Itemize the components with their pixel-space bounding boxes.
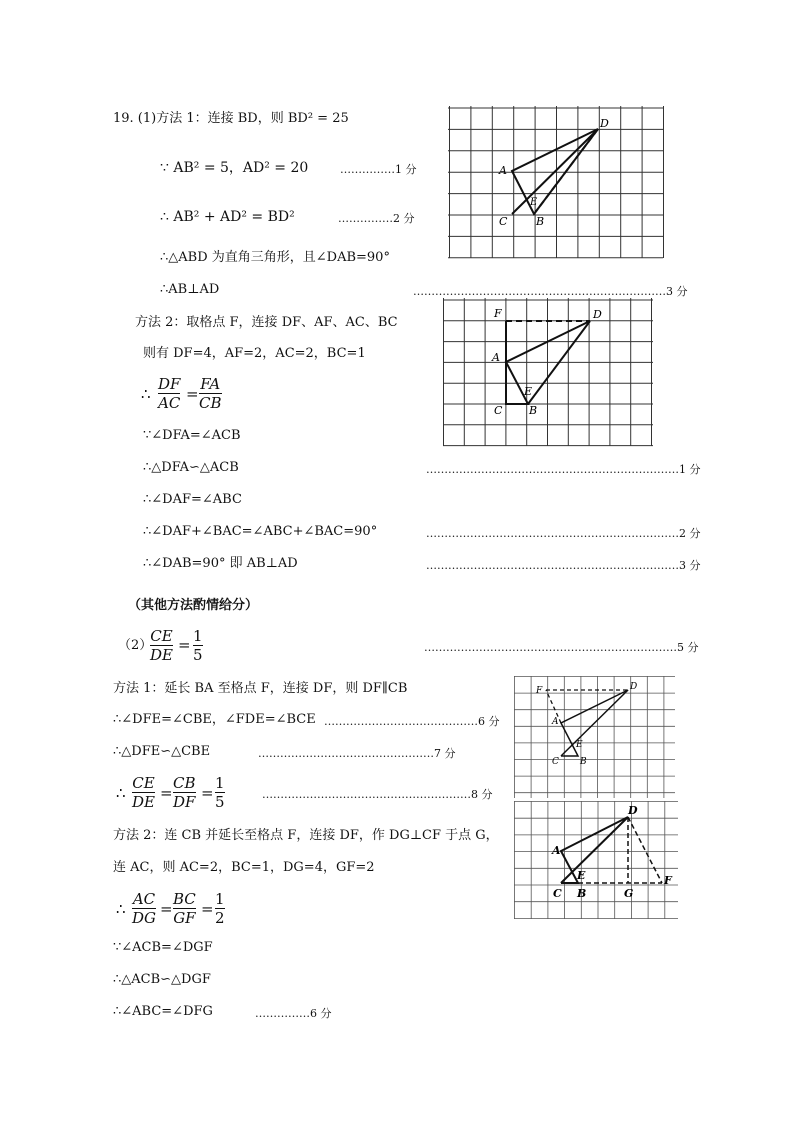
m2-line5: ∴∠DAF=∠ABC bbox=[143, 492, 242, 507]
figure-2-grid bbox=[443, 298, 663, 448]
label-C: C bbox=[553, 887, 562, 900]
m1-score3: ……………………………………………………………3 分 bbox=[413, 285, 688, 298]
label-A: A bbox=[499, 164, 507, 177]
fraction-ce-de: CE DE bbox=[150, 627, 173, 664]
therefore-symbol: ∴ bbox=[141, 385, 151, 403]
label-D: D bbox=[630, 682, 638, 692]
label-C: C bbox=[499, 215, 508, 228]
label-C: C bbox=[552, 757, 559, 767]
m1-line3: ∴△ABD 为直角三角形，且∠DAB=90° bbox=[160, 250, 390, 265]
label-B: B bbox=[536, 215, 545, 228]
therefore-symbol: ∴ bbox=[116, 784, 126, 802]
fraction-cb-df: CB DF bbox=[173, 774, 196, 811]
label-F: F bbox=[494, 307, 502, 320]
label-E: E bbox=[577, 869, 586, 882]
fraction-df-ac: DF AC bbox=[158, 375, 181, 412]
equals-sign: = bbox=[160, 900, 173, 918]
m1-line1: ∵ AB² = 5，AD² = 20 bbox=[160, 160, 309, 176]
part2-label: （2） bbox=[118, 638, 153, 653]
p2m1-score1: ……………………………………6 分 bbox=[324, 715, 500, 728]
label-B: B bbox=[529, 404, 538, 417]
part2-score-main: ……………………………………………………………5 分 bbox=[424, 641, 699, 654]
label-E: E bbox=[576, 740, 583, 750]
equals-sign: = bbox=[160, 784, 173, 802]
label-A: A bbox=[552, 844, 561, 857]
m2-score1: ……………………………………………………………1 分 bbox=[426, 463, 701, 476]
m2-line6: ∴∠DAF+∠BAC=∠ABC+∠BAC=90° bbox=[143, 524, 378, 539]
m1-line2: ∴ AB² + AD² = BD² bbox=[160, 209, 295, 225]
label-C: C bbox=[494, 404, 503, 417]
problem-header: 19. (1)方法 1：连接 BD，则 BD² = 25 bbox=[113, 111, 349, 126]
m2-line7: ∴∠DAB=90° 即 AB⊥AD bbox=[143, 556, 298, 571]
p2m1-score2: …………………………………………7 分 bbox=[258, 747, 456, 760]
equals-sign: = bbox=[201, 784, 214, 802]
figure-1-grid bbox=[448, 106, 668, 261]
label-A: A bbox=[552, 717, 559, 727]
figure-4-grid bbox=[514, 801, 679, 921]
label-E: E bbox=[524, 385, 533, 398]
equals-sign: = bbox=[186, 385, 199, 403]
m2-line2: 则有 DF=4，AF=2，AC=2，BC=1 bbox=[143, 346, 366, 361]
p2m1-line3: ∴△DFE∽△CBE bbox=[113, 744, 211, 759]
fraction-one-half: 1 2 bbox=[215, 890, 225, 927]
figure-3-grid bbox=[514, 676, 676, 801]
fraction-bc-gf: BC GF bbox=[173, 890, 196, 927]
fraction-fa-cb: FA CB bbox=[199, 375, 222, 412]
p2m2-line2: 连 AC，则 AC=2，BC=1，DG=4，GF=2 bbox=[113, 860, 375, 875]
m1-line4: ∴AB⊥AD bbox=[160, 282, 220, 297]
label-D: D bbox=[593, 308, 602, 321]
p2m2-line4: ∴△ACB∽△DGF bbox=[113, 972, 211, 987]
p2m2-line1: 方法 2：连 CB 并延长至格点 F，连接 DF，作 DG⊥CF 于点 G， bbox=[113, 828, 499, 843]
other-methods-note: （其他方法酌情给分） bbox=[128, 598, 259, 613]
m2-line1: 方法 2：取格点 F，连接 DF、AF、AC、BC bbox=[135, 315, 398, 330]
m1-score1: ……………1 分 bbox=[340, 163, 417, 176]
label-E: E bbox=[530, 197, 538, 208]
m2-line3: ∵∠DFA=∠ACB bbox=[143, 428, 241, 443]
p2m2-score1: ……………6 分 bbox=[255, 1007, 332, 1020]
label-B: B bbox=[577, 887, 587, 900]
m2-line4: ∴△DFA∽△ACB bbox=[143, 460, 239, 475]
label-F: F bbox=[536, 686, 543, 696]
label-B: B bbox=[580, 757, 587, 767]
m2-score2: ……………………………………………………………2 分 bbox=[426, 527, 701, 540]
m2-score3: ……………………………………………………………3 分 bbox=[426, 559, 701, 572]
fraction-ac-dg: AC DG bbox=[132, 890, 157, 927]
p2m2-line5: ∴∠ABC=∠DFG bbox=[113, 1004, 213, 1019]
p2m1-line2: ∴∠DFE=∠CBE，∠FDE=∠BCE bbox=[113, 712, 316, 727]
fraction-one-fifth-2: 1 5 bbox=[215, 774, 225, 811]
label-D: D bbox=[628, 804, 638, 817]
p2m2-line3: ∵∠ACB=∠DGF bbox=[113, 940, 213, 955]
therefore-symbol: ∴ bbox=[116, 900, 126, 918]
equals-sign: = bbox=[201, 900, 214, 918]
fraction-one-fifth: 1 5 bbox=[193, 627, 203, 664]
m1-score2: ……………2 分 bbox=[338, 212, 415, 225]
label-G: G bbox=[624, 887, 634, 900]
p2m1-score3: …………………………………………………8 分 bbox=[262, 788, 493, 801]
label-A: A bbox=[492, 351, 500, 364]
fraction-ce-de-2: CE DE bbox=[132, 774, 155, 811]
equals-sign: = bbox=[178, 636, 191, 654]
label-F: F bbox=[664, 874, 672, 887]
p2m1-line1: 方法 1：延长 BA 至格点 F，连接 DF，则 DF∥CB bbox=[113, 681, 408, 696]
label-D: D bbox=[600, 117, 609, 130]
